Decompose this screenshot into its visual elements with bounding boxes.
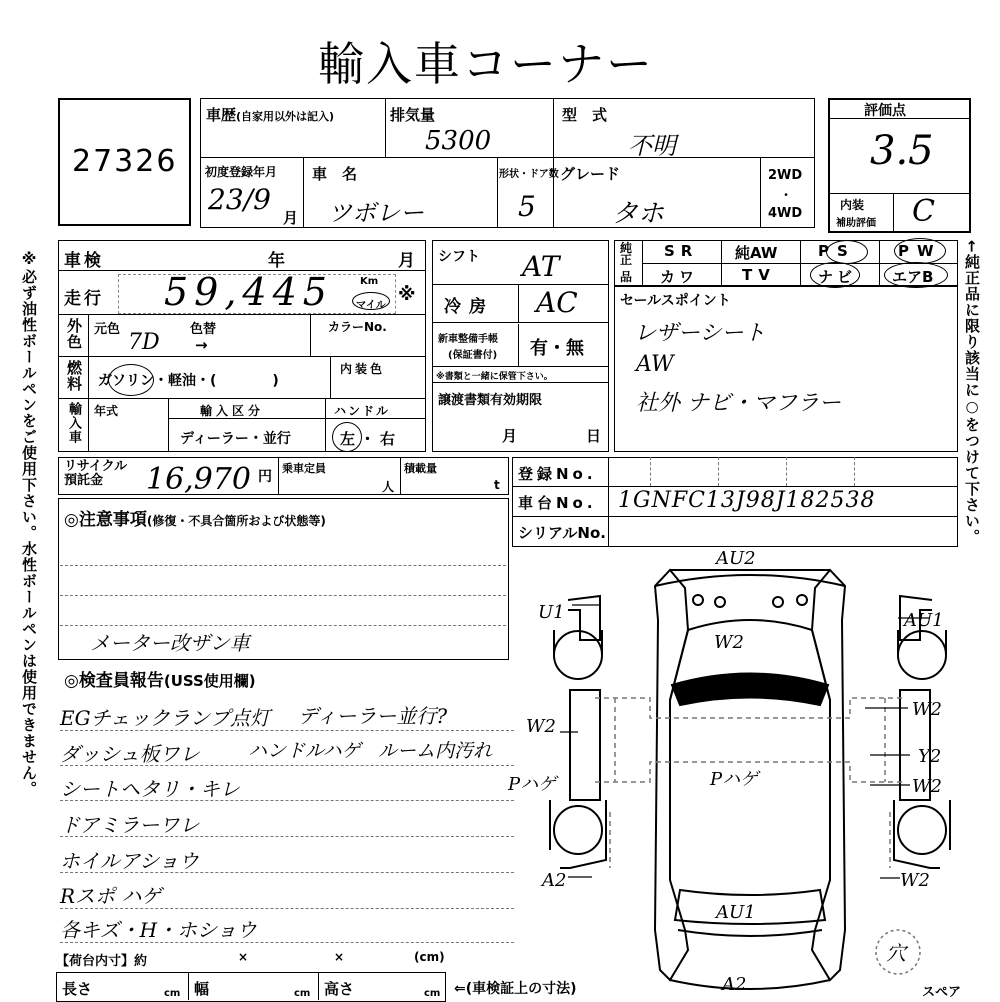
name-label: 車 名 xyxy=(312,165,358,183)
notes-label: ◎注意事項(修復・不具合箇所および状態等) xyxy=(64,510,326,530)
equip-airbag: エアB xyxy=(892,268,934,286)
diagram-mark-w2-right-2: W2 xyxy=(912,776,942,797)
repaint-label: 色替 xyxy=(190,322,217,337)
dim-length-cm: cm xyxy=(164,988,181,999)
selling-label: セールスポイント xyxy=(620,293,731,309)
transfer-label: 譲渡書類有効期限 xyxy=(438,393,543,408)
diagram-mark-w2-hood: W2 xyxy=(714,632,744,653)
diagram-mark-w2-left: W2 xyxy=(526,716,556,737)
dim-unit: (cm) xyxy=(414,950,445,964)
first-reg-value: 23/9 xyxy=(208,183,271,216)
equip-jun-aw: 純AW xyxy=(735,244,778,262)
selling-line-3: 社外 ナビ・マフラー xyxy=(636,391,841,416)
diagram-mark-a2-bottom: A2 xyxy=(722,974,747,995)
dim-x1: × xyxy=(238,950,249,964)
capacity-unit: 人 xyxy=(382,480,395,494)
handle-left-circle xyxy=(332,422,362,452)
maintenance-options: 有・無 xyxy=(530,338,584,359)
equip-ps-circle xyxy=(826,240,868,264)
import-label: 輸入車 xyxy=(66,402,81,444)
page-title: 輸入車コーナー xyxy=(318,37,654,91)
chassis-no-label: 車台No. xyxy=(518,494,597,512)
equip-side-label-2: 品 xyxy=(620,270,633,284)
dim-note: ⇐(車検証上の寸法) xyxy=(454,981,577,997)
displacement-value: 5300 xyxy=(425,126,492,156)
diagram-mark-p-hage-roof: Pハゲ xyxy=(710,769,759,790)
handle-label: ハンドル xyxy=(334,404,391,418)
report-line-7: ドアミラーワレ xyxy=(60,813,200,837)
interior-label: 内装 xyxy=(840,198,865,212)
lot-number: 27326 xyxy=(72,144,178,179)
fuel-label: 燃料 xyxy=(65,360,83,392)
selling-line-2: AW xyxy=(636,352,674,377)
recycle-label: リサイクル預託金 xyxy=(64,459,128,488)
transfer-month: 月 xyxy=(502,427,518,445)
report-line-10: 各キズ・H・ホショウ xyxy=(60,918,257,942)
interior-sub: 補助評価 xyxy=(836,218,876,229)
repaint-arrow: → xyxy=(195,336,208,354)
interior-value: C xyxy=(912,194,935,229)
report-line-1: EGチェックランプ点灯 xyxy=(60,706,270,730)
ac-label: 冷房 xyxy=(444,297,494,317)
mileage-label: 走行 xyxy=(64,289,104,309)
wheel-front-left xyxy=(554,631,602,679)
reg-no-label: 登録No. xyxy=(518,465,597,483)
equip-side-label-1: 純正 xyxy=(620,241,633,267)
exterior-label: 外色 xyxy=(65,318,83,350)
load-unit: t xyxy=(494,478,500,492)
mileage-mile-circle xyxy=(352,292,390,310)
mileage-value: 59,445 xyxy=(164,270,333,314)
selling-line-1: レザーシート xyxy=(634,321,766,346)
side-note-right: ←純正品に限り該当に○をつけて下さい。 xyxy=(963,240,981,545)
shaken-month-unit: 月 xyxy=(398,251,415,271)
model-value: 不明 xyxy=(628,132,676,160)
equip-tv: TV xyxy=(742,266,776,284)
diagram-mark-w2-right-1: W2 xyxy=(912,699,942,720)
report-line-6: シートヘタリ・キレ xyxy=(60,777,240,801)
shaken-year-unit: 年 xyxy=(268,251,285,271)
wheel-front-right xyxy=(898,631,946,679)
name-value: ツボレー xyxy=(328,199,424,227)
chassis-no-value: 1GNFC13J98J182538 xyxy=(618,488,876,513)
doors-label: 形状・ドア数 xyxy=(499,169,559,180)
diagram-mark-y2: Y2 xyxy=(918,746,942,767)
dim-width-cm: cm xyxy=(294,988,311,999)
dim-length-label: 長さ xyxy=(62,980,93,998)
score-value: 3.5 xyxy=(870,128,934,174)
diagram-mark-au2: AU2 xyxy=(716,548,756,569)
shift-value: AT xyxy=(522,250,560,283)
original-color-value: 7D xyxy=(128,330,160,355)
dim-height-label: 高さ xyxy=(324,980,355,998)
diagram-mark-au1-top: AU1 xyxy=(904,610,944,631)
fuel-gasoline-circle xyxy=(108,364,154,396)
drive-2wd: 2WD xyxy=(768,168,803,183)
maintenance-label: 新車整備手帳 xyxy=(438,334,498,345)
equip-ps: PS xyxy=(818,242,856,260)
shaken-label: 車検 xyxy=(64,251,104,271)
original-color-label: 元色 xyxy=(94,322,121,337)
grade-label: グレード xyxy=(560,165,621,183)
dim-height-cm: cm xyxy=(424,988,441,999)
mileage-unit-mile: マイル xyxy=(356,300,386,311)
report-label: ◎検査員報告(USS使用欄) xyxy=(64,671,256,691)
maintenance-note: ※書類と一緒に保管下さい。 xyxy=(436,372,553,382)
maintenance-sub: (保証書付) xyxy=(448,350,498,361)
diagram-mark-a2-left: A2 xyxy=(542,870,567,891)
notes-line-1: メーター改ザン車 xyxy=(90,631,250,655)
car-body-outline xyxy=(655,570,688,980)
model-year-label: 年式 xyxy=(94,404,119,418)
report-line-4: ハンドルハゲ xyxy=(248,740,361,762)
first-reg-label: 初度登録年月 xyxy=(205,165,278,179)
report-line-2: ディーラー並行? xyxy=(298,704,448,728)
serial-no-label: シリアルNo. xyxy=(518,524,606,542)
wheel-rear-left xyxy=(554,806,602,854)
handle-options: 左・右 xyxy=(340,430,401,448)
color-no-label: カラーNo. xyxy=(328,320,387,334)
ac-value: AC xyxy=(536,286,578,319)
recycle-value: 16,970 xyxy=(146,462,251,497)
interior-color-label: 内装色 xyxy=(340,362,386,376)
diagram-mark-p-hage-left: Pハゲ xyxy=(508,774,557,795)
dim-x2: × xyxy=(334,950,345,964)
dim-label: 【荷台内寸】約 xyxy=(56,954,148,969)
report-line-5: ルーム内汚れ xyxy=(378,740,493,762)
diagram-mark-u1: U1 xyxy=(538,602,565,623)
diagram-mark-au1-rear: AU1 xyxy=(716,902,756,923)
report-line-3: ダッシュ板ワレ xyxy=(60,742,200,766)
drive-4wd: 4WD xyxy=(768,206,803,221)
equip-pw-circle xyxy=(894,238,946,264)
car-windshield xyxy=(672,674,828,706)
dim-width-label: 幅 xyxy=(194,980,210,998)
lot-number-box xyxy=(58,98,191,226)
equip-kawa: カワ xyxy=(660,268,699,286)
doors-value: 5 xyxy=(518,190,536,223)
shift-label: シフト xyxy=(438,249,480,265)
capacity-label: 乗車定員 xyxy=(282,462,326,475)
model-label: 型 式 xyxy=(562,106,608,124)
dim-table xyxy=(56,972,446,1002)
fuel-options: ガソリン・軽油・( ) xyxy=(98,373,279,389)
diagram-mark-w2-rear: W2 xyxy=(900,870,930,891)
recycle-unit: 円 xyxy=(258,469,272,485)
mileage-unit-km: Km xyxy=(360,276,379,287)
wheel-rear-right xyxy=(898,806,946,854)
history-label: 車歴(自家用以外は記入) xyxy=(206,106,335,124)
grade-value: タホ xyxy=(612,199,665,229)
transfer-day: 日 xyxy=(586,427,602,445)
spare-label: スペア xyxy=(922,985,962,1000)
first-reg-month-unit: 月 xyxy=(283,209,299,227)
equip-navi: ナビ xyxy=(818,268,857,286)
equip-navi-circle xyxy=(810,262,860,288)
equip-sr: SR xyxy=(664,242,699,260)
load-label: 積載量 xyxy=(404,462,437,475)
drive-dot: ・ xyxy=(780,188,793,202)
equip-pw: PW xyxy=(898,242,942,260)
import-type-label: 輸入区分 xyxy=(200,404,265,418)
report-line-8: ホイルアショウ xyxy=(60,849,199,873)
report-line-9: Rスポ ハゲ xyxy=(60,884,162,908)
score-label: 評価点 xyxy=(864,103,906,119)
displacement-label: 排気量 xyxy=(390,106,436,124)
import-type-options: ディーラー・並行 xyxy=(180,431,291,447)
side-note-left: ※必ず油性ボールペンをご使用下さい。水性ボールペンは使用できません。 xyxy=(20,250,38,797)
equip-airbag-circle xyxy=(884,262,948,288)
spare-mark: 穴 xyxy=(886,941,906,965)
mileage-star: ※ xyxy=(398,284,416,305)
